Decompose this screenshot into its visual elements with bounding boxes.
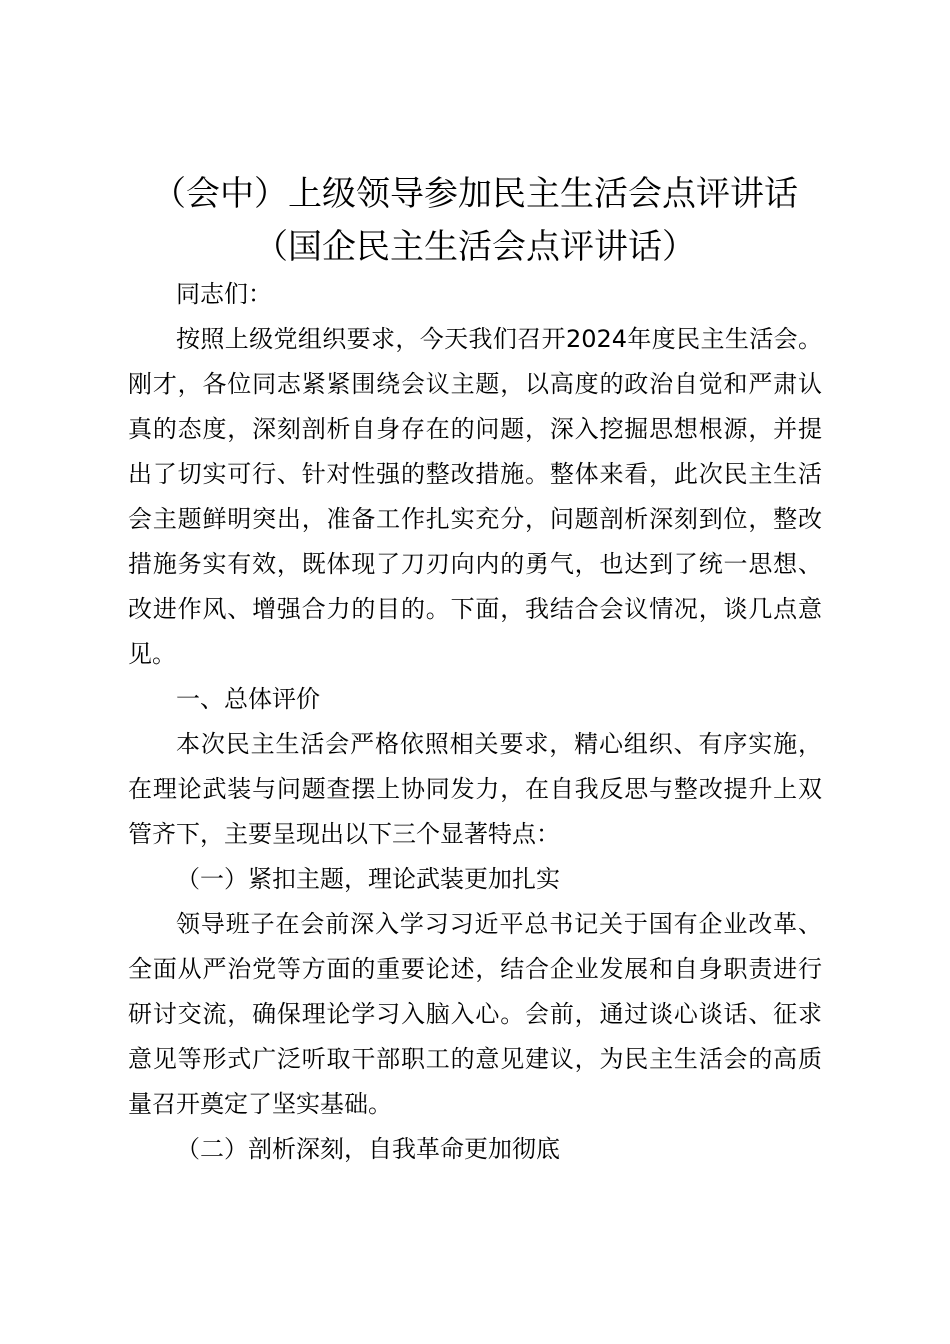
section-heading: 一、总体评价 bbox=[176, 685, 320, 713]
paragraph-overview: 本次民主生活会严格依照相关要求，精心组织、有序实施，在理论武装与问题查摆上协同发力，在自我反思与整改提升上双管齐下，主要呈现出以下三个显著特点： bbox=[128, 730, 822, 848]
document-body bbox=[128, 272, 822, 1172]
subsection-heading: （二）剖析深刻，自我革命更加彻底 bbox=[176, 1135, 560, 1163]
paragraph-intro: 按照上级党组织要求，今天我们召开2024年度民主生活会。刚才，各位同志紧紧围绕会议主题，以高度的政治自觉和严肃认真的态度，深刻剖析自身存在的问题，深入挖掘思想根源，并提出了切实可行、针对性强的整改措施。整体来看，此次民主生活会主题鲜明突出，准备工作扎实充分，问题剖析深刻到位，整改措施务实有效，既体现了刀刃向内的勇气，也达到了统一思想、改进作风、增强合力的目的。下面，我结合会议情况，谈几点意见。 bbox=[128, 325, 822, 668]
document-title-line1: （会中）上级领导参加民主生活会点评讲话 bbox=[152, 174, 798, 214]
salutation: 同志们： bbox=[176, 280, 272, 308]
subsection-heading: （一）紧扣主题，理论武装更加扎实 bbox=[176, 865, 560, 893]
paragraph-theory: 领导班子在会前深入学习习近平总书记关于国有企业改革、全面从严治党等方面的重要论述，结合企业发展和自身职责进行研讨交流，确保理论学习入脑入心。会前，通过谈心谈话、征求意见等形式广泛听取干部职工的意见建议，为民主生活会的高质量召开奠定了坚实基础。 bbox=[128, 910, 822, 1118]
document-title-line2: （国企民主生活会点评讲话） bbox=[254, 227, 696, 267]
